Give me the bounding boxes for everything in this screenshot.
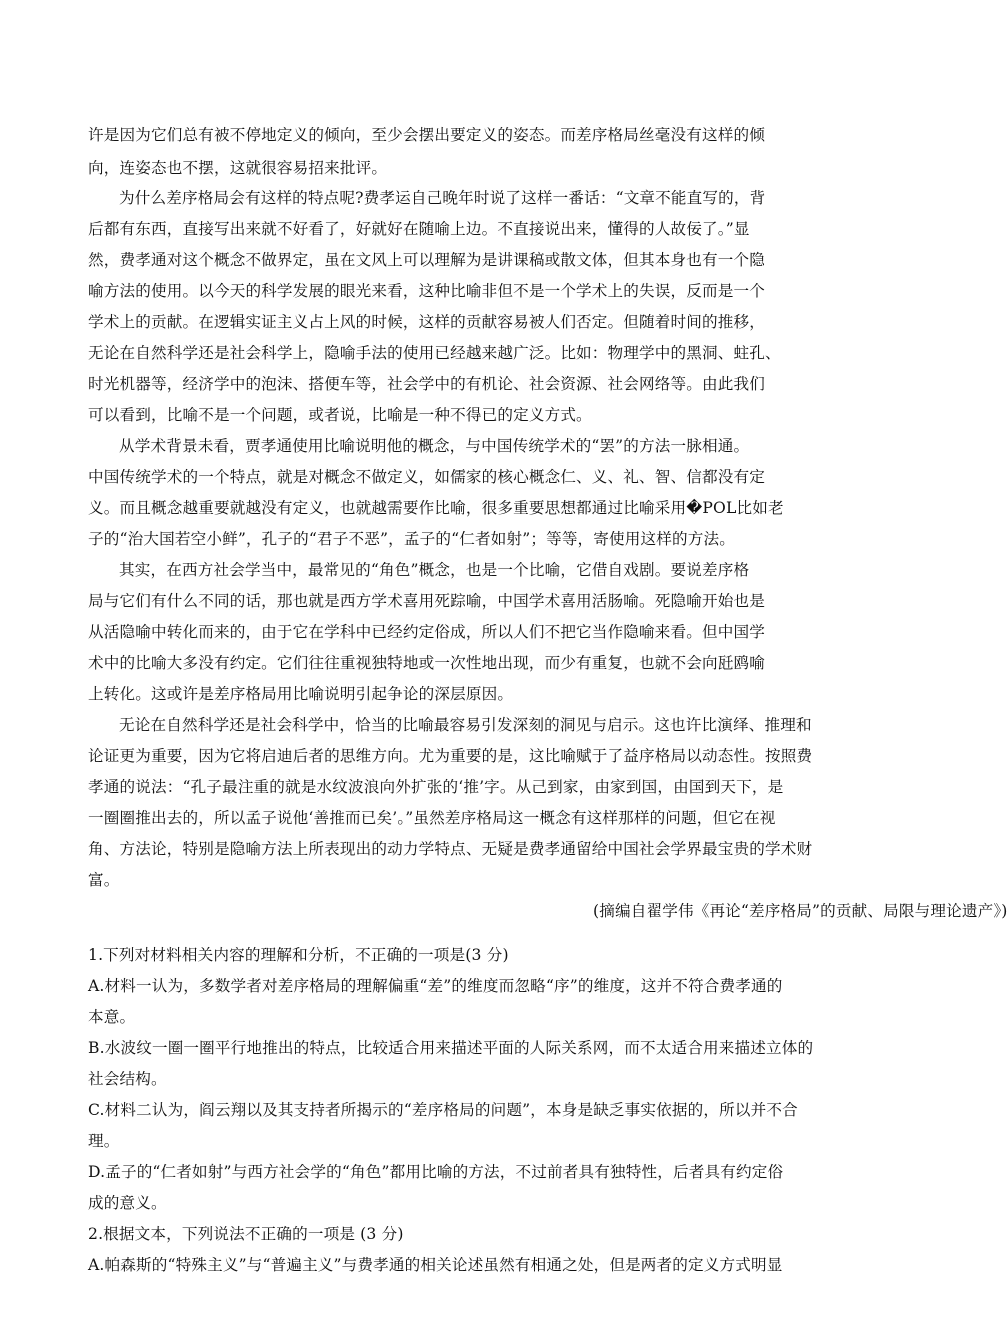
passage-line: 可以看到，比喻不是一个问题，或者说，比喻是一种不得已的定义方式。 <box>88 406 592 424</box>
question-line: 本意。 <box>88 1008 136 1026</box>
passage-line: 向，连姿态也不摆，这就很容易招来批评。 <box>88 159 388 177</box>
passage-line: 从学术背景未看，贾孝通使用比喻说明他的概念，与中国传统学术的“罢”的方法一脉相通。 <box>119 437 750 455</box>
passage-line: 富。 <box>88 871 120 889</box>
passage-line: 许是因为它们总有被不停地定义的倾向，至少会摆出要定义的姿态。而差序格局丝毫没有这样的倾 <box>88 126 765 144</box>
passage-line: 学术上的贡献。在逻辑实证主义占上风的时候，这样的贡献容易被人们否定。但随着时间的推移， <box>88 313 765 331</box>
passage-line: 其实，在西方社会学当中，最常见的“角色”概念，也是一个比喻，它借自戏剧。要说差序格 <box>119 561 750 579</box>
passage-line: 子的“治大国若空小鲜”，孔子的“君子不恶”，孟子的“仁者如射”；等等，寄使用这样的方法。 <box>88 530 735 548</box>
question-line: 理。 <box>88 1132 120 1150</box>
passage-line: 孝通的说法：“孔子最注重的就是水纹波浪向外扩张的‘推’字。从己到家，由家到国，由国到天下，是 <box>88 778 784 796</box>
passage-line: 从活隐喻中转化而来的，由于它在学科中已经约定俗成，所以人们不把它当作隐喻来看。但中国学 <box>88 623 765 641</box>
question-line: 1.下列对材料相关内容的理解和分析，不正确的一项是(3 分) <box>88 946 509 964</box>
question-line: D.孟子的“仁者如射”与西方社会学的“角色”都用比喻的方法，不过前者具有独特性，后者具有约定俗 <box>88 1163 784 1181</box>
passage-line: 论证更为重要，因为它将启迪后者的思维方向。尤为重要的是，这比喻赋于了益序格局以动态性。按照费 <box>88 747 813 765</box>
source-citation: (摘编自翟学伟《再论“差序格局”的贡献、局限与理论遗产》) <box>593 902 1008 920</box>
passage-line: 无论在自然科学还是社会科学中，恰当的比喻最容易引发深刻的洞见与启示。这也许比演绎、推理和 <box>119 716 812 734</box>
question-line: B.水波纹一圈一圈平行地推出的特点，比较适合用来描述平面的人际关系网，而不太适合用来描述立体的 <box>88 1039 814 1057</box>
passage-line: 喻方法的使用。以今天的科学发展的眼光来看，这种比喻非但不是一个学术上的失误，反而是一个 <box>88 282 765 300</box>
passage-line: 义。而且概念越重要就越没有定义，也就越需要作比喻，很多重要思想都通过比喻采用�POL比如老 <box>88 499 784 517</box>
passage-line: 后都有东西，直接写出来就不好看了，好就好在随喻上边。不直接说出来，懂得的人故佞了。”显 <box>88 220 750 238</box>
passage-line: 中国传统学术的一个特点，就是对概念不做定义，如儒家的核心概念仁、义、礼、智、信都没有定 <box>88 468 765 486</box>
passage-line: 角、方法论，特别是隐喻方法上所表现出的动力学特点、无疑是费孝通留给中国社会学界最宝贵的学术财 <box>88 840 813 858</box>
passage-line: 无论在自然科学还是社会科学上，隐喻手法的使用已经越来越广泛。比如：物理学中的黑洞、蛀孔、 <box>88 344 781 362</box>
passage-line: 一圈圈推出去的，所以孟子说他‘善推而已矣’。”虽然差序格局这一概念有这样那样的问题，但它在视 <box>88 809 776 827</box>
passage-line: 时光机器等，经济学中的泡沫、搭便车等，社会学中的有机论、社会资源、社会网络等。由此我们 <box>88 375 765 393</box>
question-line: C.材料二认为，阎云翔以及其支持者所揭示的“差序格局的问题”，本身是缺乏事实依据的，所以并不合 <box>88 1101 798 1119</box>
question-line: A.材料一认为，多数学者对差序格局的理解偏重“差”的维度而忽略“序”的维度，这并不符合费孝通的 <box>88 977 783 995</box>
question-line: A.帕森斯的“特殊主义”与“普遍主义”与费孝通的相关论述虽然有相通之处，但是两者的定义方式明显 <box>88 1256 783 1274</box>
passage-line: 上转化。这或许是差序格局用比喻说明引起争论的深层原因。 <box>88 685 514 703</box>
passage-line: 局与它们有什么不同的话，那也就是西方学术喜用死踪喻，中国学术喜用活肠喻。死隐喻开始也是 <box>88 592 765 610</box>
question-line: 2.根据文本，下列说法不正确的一项是 (3 分) <box>88 1225 404 1243</box>
passage-line: 术中的比喻大多没有约定。它们往往重视独特地或一次性地出现，而少有重复，也就不会向瓩鸥喻 <box>88 654 765 672</box>
passage-line: 为什么差序格局会有这样的特点呢?费孝运自己晚年时说了这样一番话：“文章不能直写的，背 <box>119 189 766 207</box>
passage-line: 然，费孝通对这个概念不做界定，虽在文风上可以理解为是讲课稿或散文体，但其本身也有一个隐 <box>88 251 765 269</box>
question-line: 成的意义。 <box>88 1194 167 1212</box>
question-line: 社会结构。 <box>88 1070 167 1088</box>
